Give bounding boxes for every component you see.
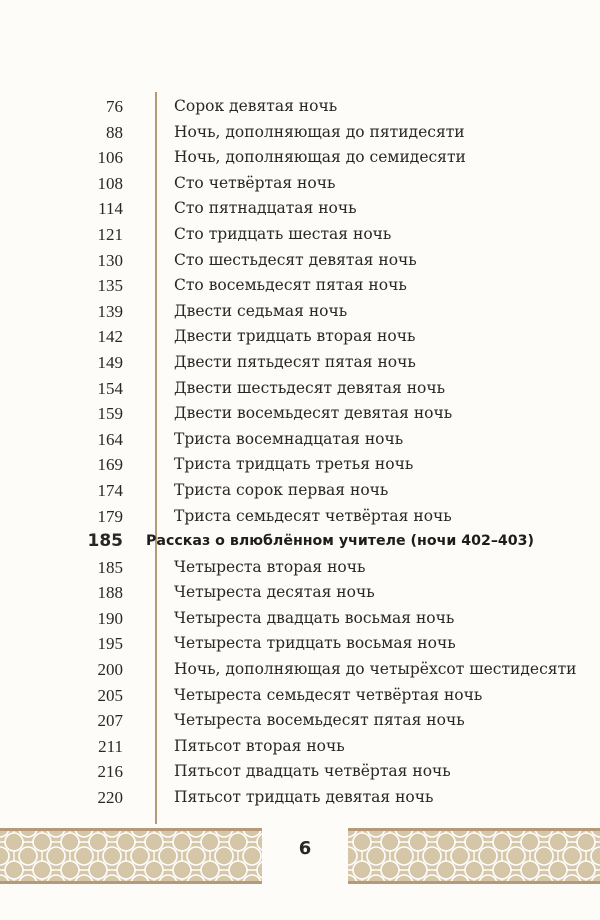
toc-page-number: 88 <box>106 122 123 142</box>
toc-page-number: 200 <box>97 660 123 680</box>
toc-entry-title: Четыреста тридцать восьмая ночь <box>174 634 456 653</box>
toc-page-number: 130 <box>97 250 123 270</box>
ornament-band-left <box>0 828 262 884</box>
toc-entry-title: Сто шестьдесят девятая ночь <box>174 250 417 269</box>
ornament-band-right <box>348 828 600 884</box>
toc-entry-title: Четыреста восемьдесят пятая ночь <box>174 711 465 730</box>
toc-row <box>0 376 600 402</box>
toc-page-number: 164 <box>97 429 123 449</box>
toc-page-number: 106 <box>97 148 123 168</box>
toc-page-number: 185 <box>97 557 123 577</box>
toc-page-number: 114 <box>98 199 123 219</box>
toc-row <box>0 657 600 683</box>
toc-page-number: 154 <box>97 378 123 398</box>
toc-row <box>0 120 600 146</box>
toc-page-number: 179 <box>97 506 123 526</box>
toc-page-number: 188 <box>97 583 123 603</box>
toc-entry-title: Четыреста семьдесят четвёртая ночь <box>174 685 483 704</box>
toc-row <box>0 222 600 248</box>
toc-row <box>0 785 600 811</box>
toc-row <box>0 427 600 453</box>
toc-row <box>0 555 600 581</box>
toc-page-number: 159 <box>97 404 123 424</box>
toc-entry-title: Триста семьдесят четвёртая ночь <box>174 506 452 525</box>
toc-row <box>0 324 600 350</box>
toc-row <box>0 759 600 785</box>
page-footer <box>0 828 600 884</box>
toc-entry-title: Триста тридцать третья ночь <box>174 455 414 474</box>
toc-page-number: 149 <box>97 352 123 372</box>
toc-section-title: Рассказ о влюблённом учителе (ночи 402–403) <box>146 533 535 550</box>
toc-row <box>0 145 600 171</box>
toc-entry-title: Сорок девятая ночь <box>174 97 338 115</box>
page-number: 6 <box>298 838 312 859</box>
toc-row <box>0 606 600 632</box>
toc-row <box>0 171 600 197</box>
toc-row <box>0 452 600 478</box>
toc-page-number: 108 <box>97 173 123 193</box>
toc-entry-title: Четыреста двадцать восьмая ночь <box>174 608 455 627</box>
toc-entry-title: Ночь, дополняющая до четырёхсот шестидесяти <box>174 660 577 679</box>
toc-entry-title: Триста сорок первая ночь <box>174 480 389 499</box>
toc-entry-title: Пятьсот вторая ночь <box>174 736 345 755</box>
toc-entry-title: Пятьсот двадцать четвёртая ночь <box>174 762 451 781</box>
toc-entry-title: Четыреста десятая ночь <box>174 583 375 602</box>
toc-page-number: 220 <box>97 788 123 808</box>
toc-entry-title: Ночь, дополняющая до семидесяти <box>174 148 466 167</box>
toc-row <box>0 708 600 734</box>
toc-row <box>0 734 600 760</box>
toc-page-number: 216 <box>97 762 123 782</box>
toc-page-number: 185 <box>87 531 123 552</box>
toc-page-number: 135 <box>97 276 123 296</box>
toc-entry-title: Сто восемьдесят пятая ночь <box>174 276 407 295</box>
toc-page-number: 205 <box>97 685 123 705</box>
toc-entry-title: Пятьсот тридцать девятая ночь <box>174 788 434 807</box>
toc-row <box>0 350 600 376</box>
toc-entry-title: Сто тридцать шестая ночь <box>174 224 392 243</box>
toc-page-number: 142 <box>97 327 123 347</box>
toc-row <box>0 631 600 657</box>
toc-section-row <box>0 529 600 555</box>
toc-page-number: 174 <box>97 480 123 500</box>
toc-page-number: 139 <box>97 301 123 321</box>
toc-entry-title: Двести тридцать вторая ночь <box>174 327 416 346</box>
toc-row <box>0 504 600 530</box>
toc-page-number: 76 <box>106 97 123 116</box>
toc-entry-title: Сто четвёртая ночь <box>174 173 336 192</box>
toc-entry-title: Двести пятьдесят пятая ночь <box>174 352 416 371</box>
toc-page-number: 169 <box>97 455 123 475</box>
toc-row <box>0 273 600 299</box>
toc-entry-title: Сто пятнадцатая ночь <box>174 199 357 218</box>
toc-page-number: 121 <box>97 224 123 244</box>
toc-row <box>0 683 600 709</box>
toc-row <box>0 299 600 325</box>
toc-entry-title: Четыреста вторая ночь <box>174 557 366 576</box>
table-of-contents <box>0 94 600 811</box>
toc-page-number: 190 <box>97 608 123 628</box>
toc-row <box>0 94 600 120</box>
toc-page-number: 211 <box>98 736 123 756</box>
toc-row <box>0 580 600 606</box>
toc-row <box>0 196 600 222</box>
toc-entry-title: Ночь, дополняющая до пятидесяти <box>174 122 465 141</box>
toc-page-number: 195 <box>97 634 123 654</box>
toc-row <box>0 248 600 274</box>
toc-entry-title: Двести седьмая ночь <box>174 301 348 320</box>
toc-row <box>0 478 600 504</box>
toc-entry-title: Двести восемьдесят девятая ночь <box>174 404 453 423</box>
toc-page-number: 207 <box>97 711 123 731</box>
toc-row <box>0 401 600 427</box>
toc-entry-title: Двести шестьдесят девятая ночь <box>174 378 446 397</box>
toc-entry-title: Триста восемнадцатая ночь <box>174 429 404 448</box>
